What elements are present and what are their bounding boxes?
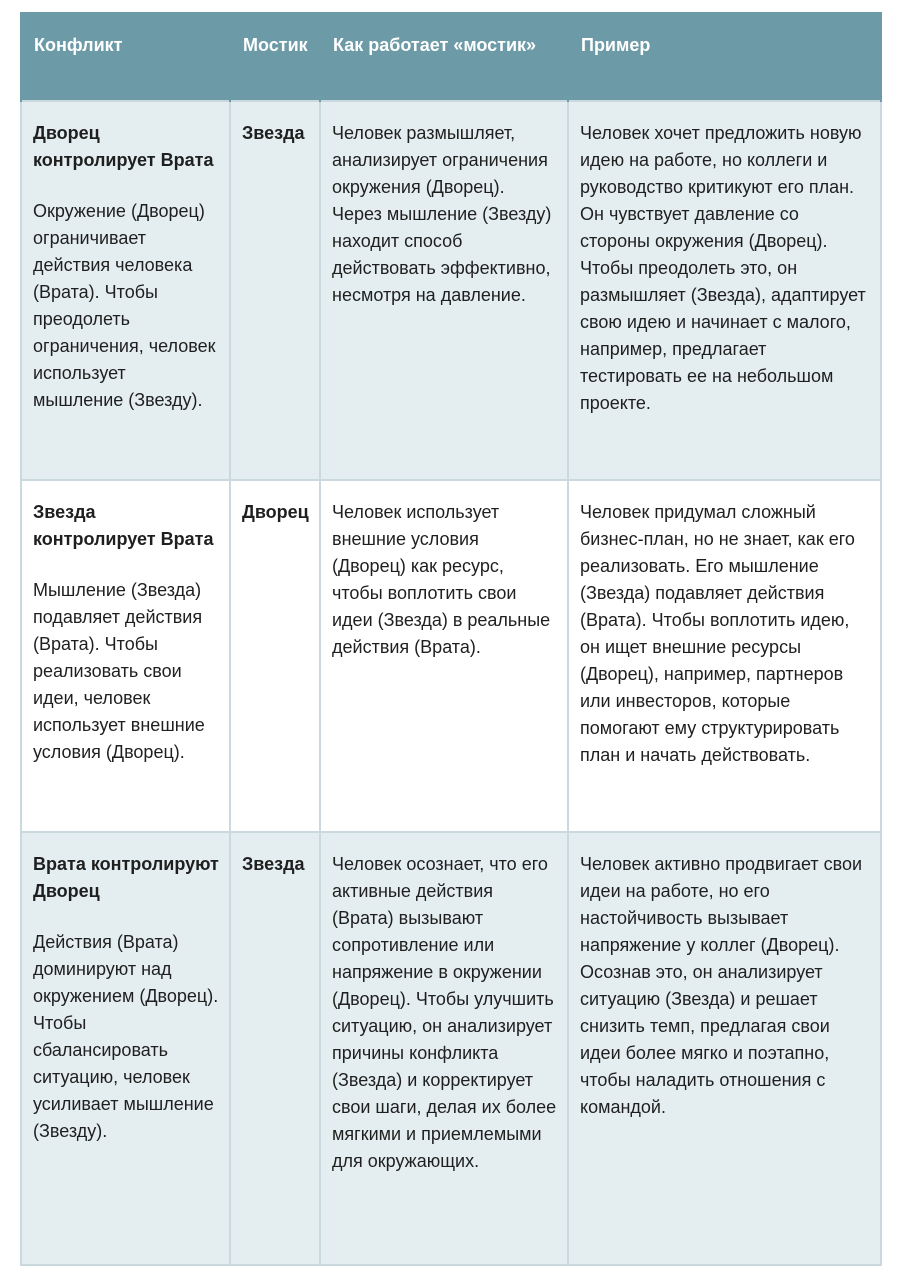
conflict-cell <box>21 832 230 1265</box>
table-body <box>21 101 881 1265</box>
conflict-cell <box>21 480 230 832</box>
table-header <box>21 12 881 101</box>
conflict-title: Дворец контролирует Врата <box>33 123 214 170</box>
bridge-cell: Дворец <box>230 480 320 832</box>
example-cell: Человек хочет предложить новую идею на работе, но коллеги и руководство критикуют его план. Он чувствует давление со стороны окружения (Дворец). Чтобы преодолеть это, он размышляет (Звезда), адаптирует свою идею и начинает с малого, например, предлагает тестировать ее на небольшом проекте. <box>568 101 881 480</box>
conflict-description: Окружение (Дворец) ограничивает действия человека (Врата). Чтобы преодолеть ограничения, человек использует мышление (Звезду). <box>33 201 216 410</box>
how-cell: Человек осознает, что его активные действия (Врата) вызывают сопротивление или напряжение в окружении (Дворец). Чтобы улучшить ситуацию, он анализирует причины конфликта (Звезда) и корректирует свои шаги, делая их более мягкими и приемлемыми для окружающих. <box>320 832 568 1265</box>
example-cell: Человек придумал сложный бизнес-план, но не знает, как его реализовать. Его мышление (Звезда) подавляет действия (Врата). Чтобы воплотить идею, он ищет внешние ресурсы (Дворец), например, партнеров или инвесторов, которые помогают ему структурировать план и начать действовать. <box>568 480 881 832</box>
conflict-cell <box>21 101 230 480</box>
header-example: Пример <box>568 12 881 101</box>
conflict-description: Действия (Врата) доминируют над окружением (Дворец). Чтобы сбалансировать ситуацию, человек усиливает мышление (Звезду). <box>33 932 219 1141</box>
table-row <box>21 832 881 1265</box>
conflict-description: Мышление (Звезда) подавляет действия (Врата). Чтобы реализовать свои идеи, человек использует внешние условия (Дворец). <box>33 580 205 762</box>
header-bridge: Мостик <box>230 12 320 101</box>
table-row <box>21 101 881 480</box>
table-row <box>21 480 881 832</box>
conflict-title: Звезда контролирует Врата <box>33 502 214 549</box>
conflicts-table <box>20 12 882 1266</box>
example-cell: Человек активно продвигает свои идеи на работе, но его настойчивость вызывает напряжение у коллег (Дворец). Осознав это, он анализирует ситуацию (Звезда) и решает снизить темп, предлагая свои идеи более мягко и поэтапно, чтобы наладить отношения с командой. <box>568 832 881 1265</box>
header-how: Как работает «мостик» <box>320 12 568 101</box>
conflict-title: Врата контролируют Дворец <box>33 854 219 901</box>
header-conflict: Конфликт <box>21 12 230 101</box>
header-row <box>21 12 881 101</box>
how-cell: Человек использует внешние условия (Дворец) как ресурс, чтобы воплотить свои идеи (Звезда) в реальные действия (Врата). <box>320 480 568 832</box>
bridge-cell: Звезда <box>230 101 320 480</box>
bridge-cell: Звезда <box>230 832 320 1265</box>
how-cell: Человек размышляет, анализирует ограничения окружения (Дворец). Через мышление (Звезду) находит способ действовать эффективно, несмотря на давление. <box>320 101 568 480</box>
